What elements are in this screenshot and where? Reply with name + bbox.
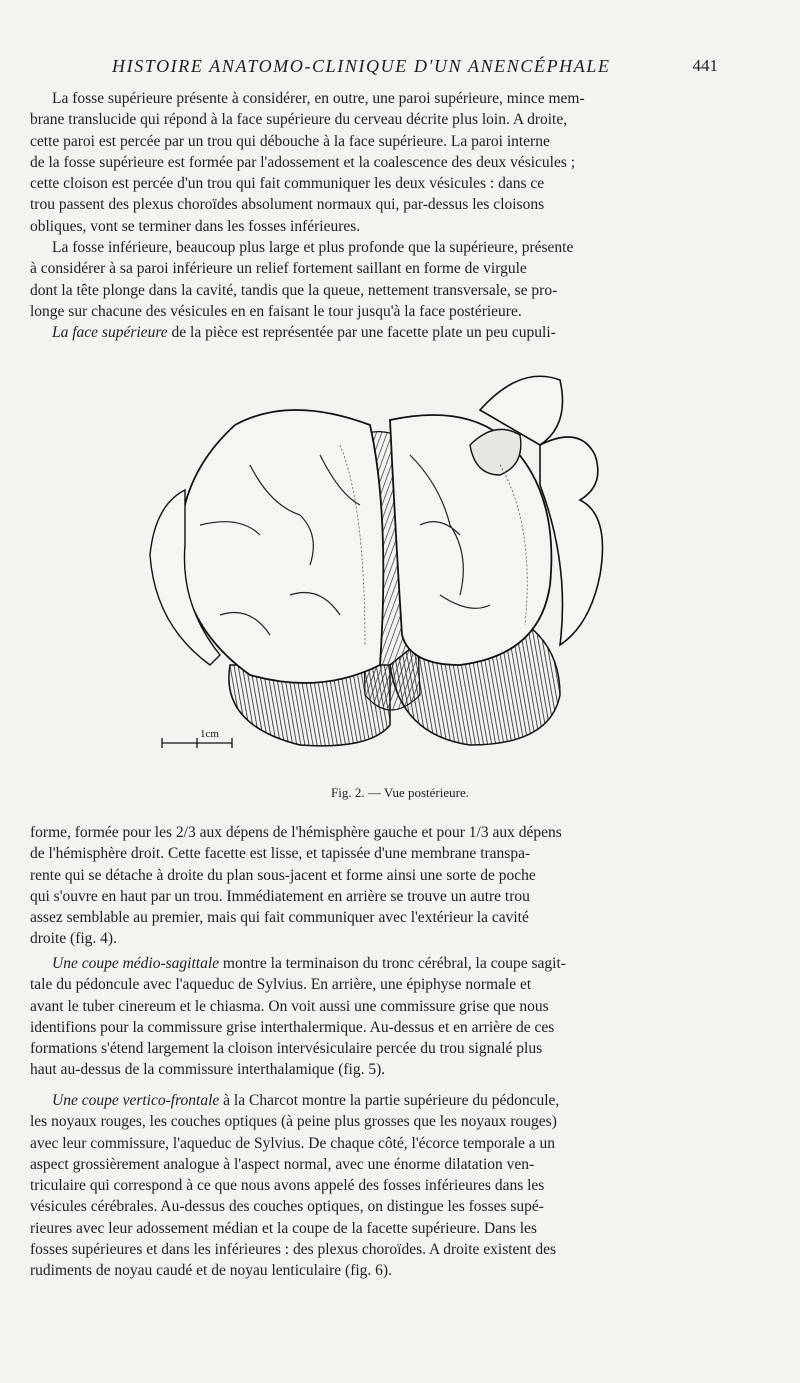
page-number: 441 [692, 56, 718, 75]
text-line: de l'hémisphère droit. Cette facette est lisse, et tapissée d'une membrane transpa- [30, 845, 531, 863]
scale-bar [158, 725, 238, 755]
text-line: les noyaux rouges, les couches optiques (à peine plus grosses que les noyaux rouges) [30, 1113, 557, 1131]
brain-figure-posterior-view [140, 365, 620, 765]
text-line: longe sur chacune des vésicules en en faisant le tour jusqu'à la face postérieure. [30, 302, 522, 320]
text-line: aspect grossièrement analogue à l'aspect normal, avec une énorme dilatation ven- [30, 1155, 535, 1173]
page-header [100, 52, 718, 82]
italic-lead: Une coupe médio-sagittale [52, 955, 220, 972]
text-run: à la Charcot montre la partie supérieure du pédoncule, [219, 1092, 560, 1109]
paragraph-midsagittal-section [30, 953, 720, 1081]
text-line: rieures avec leur adossement médian et la coupe de la facette supérieure. Dans les [30, 1219, 537, 1237]
text-line: triculaire qui correspond à ce que nous avons appelé des fosses inférieures dans les [30, 1177, 545, 1195]
text-line: cette paroi est percée par un trou qui débouche à la face supérieure. La paroi interne [30, 132, 550, 150]
scale-label: 1cm [200, 728, 219, 740]
text-line: haut au-dessus de la commissure interthalamique (fig. 5). [30, 1061, 386, 1079]
paragraph-verticofrontal-section [30, 1090, 720, 1282]
paragraph-upper-face-start [30, 322, 720, 343]
text-line [30, 1090, 720, 1111]
paragraph-lower-fossa [30, 237, 720, 322]
text-line [30, 953, 720, 974]
running-title: HISTOIRE ANATOMO-CLINIQUE D'UN ANENCÉPHALE [112, 56, 611, 76]
text-line [30, 322, 720, 343]
text-line: La fosse supérieure présente à considérer, en outre, une paroi supérieure, mince mem- [52, 90, 585, 107]
text-line: cette cloison est percée d'un trou qui fait communiquer les deux vésicules : dans ce [30, 175, 545, 193]
text-line: assez semblable au premier, mais qui fait communiquer avec l'extérieur la cavité [30, 909, 529, 927]
text-line: formations s'étend largement la cloison intervésiculaire percée du trou signalé plus [30, 1040, 543, 1058]
text-run: de la pièce est représentée par une facette plate un peu cupuli- [167, 324, 556, 341]
text-line: forme, formée pour les 2/3 aux dépens de l'hémisphère gauche et pour 1/3 aux dépens [30, 824, 562, 841]
italic-lead: Une coupe vertico-frontale [52, 1092, 220, 1109]
figure-caption: Fig. 2. — Vue postérieure. [331, 785, 469, 800]
text-line: La fosse inférieure, beaucoup plus large et plus profonde que la supérieure, présente [52, 239, 574, 256]
text-line: de la fosse supérieure est formée par l'adossement et la coalescence des deux vésicules ; [30, 153, 576, 171]
right-hemisphere [390, 415, 551, 665]
paragraph-upper-fossa [30, 88, 720, 237]
text-line: vésicules cérébrales. Au-dessus des couches optiques, on distingue les fosses supé- [30, 1198, 544, 1216]
text-line: rente qui se détache à droite du plan sous-jacent et forme ainsi une sorte de poche [30, 866, 536, 884]
text-line: avant le tuber cinereum et le chiasma. On voit aussi une commissure grise que nous [30, 997, 549, 1015]
text-line: tale du pédoncule avec l'aqueduc de Sylvius. En arrière, une épiphyse normale et [30, 976, 532, 994]
italic-lead: La face supérieure [52, 324, 168, 341]
text-line: dont la tête plonge dans la cavité, tandis que la queue, nettement transversale, se pro- [30, 281, 558, 299]
text-line: identifions pour la commissure grise interthalermique. Au-dessus et en arrière de ces [30, 1018, 555, 1036]
text-line: obliques, vont se terminer dans les fosses inférieures. [30, 217, 361, 235]
text-line: trou passent des plexus choroïdes absolument normaux qui, par-dessus les cloisons [30, 196, 545, 214]
text-line: droite (fig. 4). [30, 930, 117, 948]
paragraph-upper-face-continued [30, 822, 720, 950]
text-run: montre la terminaison du tronc cérébral, la coupe sagit- [219, 955, 566, 972]
text-line: avec leur commissure, l'aqueduc de Sylvius. De chaque côté, l'écorce temporale a un [30, 1134, 556, 1152]
text-line: brane translucide qui répond à la face supérieure du cerveau décrite plus loin. A droite, [30, 111, 568, 129]
text-line: qui s'ouvre en haut par un trou. Immédiatement en arrière se trouve un autre trou [30, 887, 530, 905]
text-line: rudiments de noyau caudé et de noyau lenticulaire (fig. 6). [30, 1262, 392, 1280]
text-line: à considérer à sa paroi inférieure un relief fortement saillant en forme de virgule [30, 260, 527, 278]
text-line: fosses supérieures et dans les inférieures : des plexus choroïdes. A droite existent des [30, 1241, 557, 1259]
